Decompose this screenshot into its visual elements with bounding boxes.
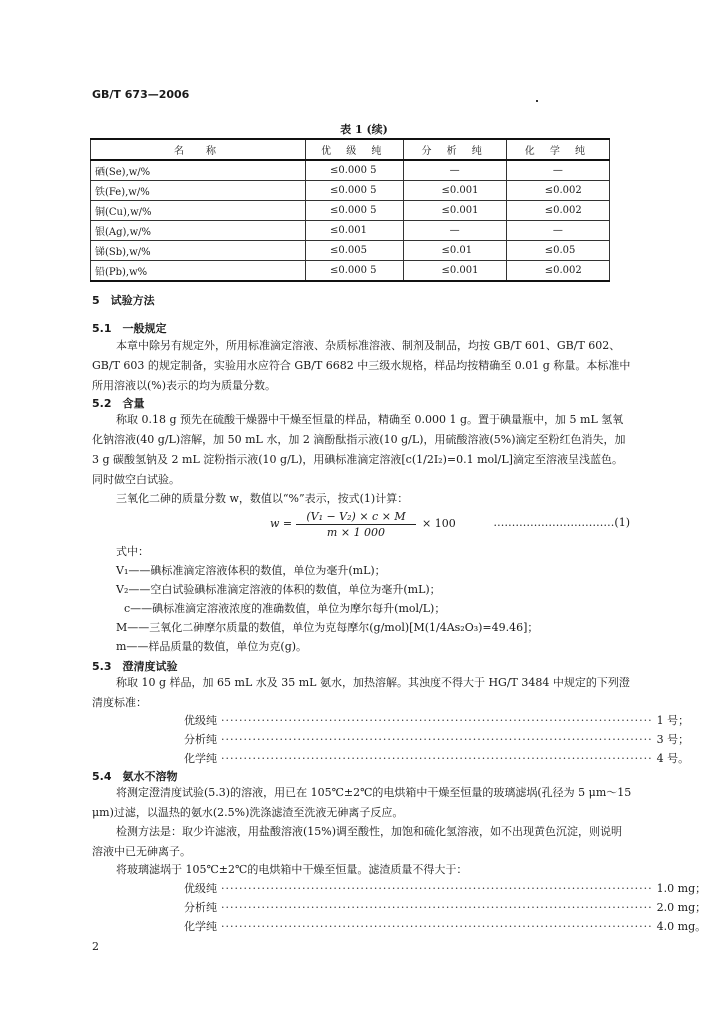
table-cell: ≤0.000 5: [306, 181, 404, 201]
dot-leader: ································································································: [221, 882, 653, 895]
table-cell: 硒(Se),w/%: [91, 160, 306, 181]
section-5-4-text-1: 将测定澄清度试验(5.3)的溶液，用已在 105℃±2℃的电烘箱中干燥至恒量的玻璃滤埚(孔径为 5 μm～15 μm)过滤，以温热的氨水(2.5%)洗涤滤渣至洗液无砷离子反应。: [92, 786, 632, 819]
where-label: 式中：: [116, 545, 149, 558]
grade-value: 4 号。: [656, 752, 690, 765]
standard-code: GB/T 673—2006: [92, 88, 190, 101]
table-cell: 铜(Cu),w/%: [91, 201, 306, 221]
calc-intro: 三氧化二砷的质量分数 w，数值以“%”表示，按式(1)计算：: [116, 492, 409, 505]
table-cell: ≤0.05: [506, 241, 609, 261]
table-cell: —: [403, 160, 506, 181]
col-header-gr: 优 级 纯: [306, 139, 404, 160]
grade-value: 4.0 mg。: [656, 920, 707, 933]
formula-fraction: [296, 510, 416, 539]
page-number: 2: [92, 940, 99, 953]
formula-numerator: (V₁ − V₂) × c × M: [296, 510, 416, 525]
variable-def: m——样品质量的数值，单位为克(g)。: [116, 640, 308, 653]
table-row: [91, 181, 610, 201]
table-cell: —: [506, 221, 609, 241]
formula-lhs: w =: [270, 517, 293, 530]
scan-speck: [536, 100, 538, 102]
grade-label: 优级纯: [184, 714, 217, 727]
grade-label: 化学纯: [184, 752, 217, 765]
table-cell: ≤0.002: [506, 261, 609, 282]
grade-label: 优级纯: [184, 882, 217, 895]
dot-leader: ································································································: [221, 901, 653, 914]
col-header-ar: 分 析 纯: [403, 139, 506, 160]
section-5-4-text-3: 将玻璃滤埚于 105℃±2℃的电烘箱中干燥至恒量。滤渣质量不得大于：: [116, 863, 468, 876]
section-5-3-text: 称取 10 g 样品，加 65 mL 水及 35 mL 氨水，加热溶解。其浊度不得大于 HG/T 3484 中规定的下列澄清度标准：: [92, 676, 630, 709]
table-row: [91, 160, 610, 181]
section-5-1-heading: 5.1 一般规定: [92, 322, 167, 335]
section-5-4-heading: 5.4 氨水不溶物: [92, 770, 178, 783]
grade-label: 分析纯: [184, 733, 217, 746]
table-cell: ≤0.001: [306, 221, 404, 241]
table-cell: ≤0.002: [506, 201, 609, 221]
table-cell: ≤0.001: [403, 201, 506, 221]
grade-label: 化学纯: [184, 920, 217, 933]
table-cell: ≤0.000 5: [306, 201, 404, 221]
clarity-grade-row: [184, 750, 690, 766]
clarity-grade-row: [184, 712, 690, 728]
table-cell: 铁(Fe),w/%: [91, 181, 306, 201]
table-cell: ≤0.005: [306, 241, 404, 261]
table-cell: 锑(Sb),w/%: [91, 241, 306, 261]
grade-label: 分析纯: [184, 901, 217, 914]
grade-value: 1.0 mg；: [656, 882, 707, 895]
formula-1: [270, 510, 470, 538]
table-header-row: [91, 139, 610, 160]
dot-leader: ································································································: [221, 733, 653, 746]
residue-grade-row: [184, 918, 707, 934]
table-cell: ≤0.002: [506, 181, 609, 201]
grade-value: 3 号；: [656, 733, 690, 746]
table-cell: ≤0.000 5: [306, 261, 404, 282]
col-header-name: 名 称: [91, 139, 306, 160]
section-5-2-text: 称取 0.18 g 预先在硫酸干燥器中干燥至恒量的样品，精确至 0.000 1 g。置于碘量瓶中，加 5 mL 氢氧化钠溶液(40 g/L)溶解，加 50 mL 水，加 2 滴酚酞指示液(10 g/L)，用硫酸溶液(5%)滴定至粉红色消失，加 3 g 碳酸氢钠及 2 mL 淀粉指示液(10 g/L)，用碘标准滴定溶液[c(1/2I₂)=0.1 mol/L]滴定至溶液呈浅蓝色。同时做空白试验。: [92, 413, 626, 486]
table-cell: —: [403, 221, 506, 241]
table-cell: 银(Ag),w/%: [91, 221, 306, 241]
table-cell: ≤0.001: [403, 261, 506, 282]
col-header-cp: 化 学 纯: [506, 139, 609, 160]
variable-def: c——碘标准滴定溶液浓度的准确数值，单位为摩尔每升(mol/L)；: [124, 602, 446, 615]
equation-number: ……………………………(1): [493, 516, 630, 529]
table-cell: 铅(Pb),w%: [91, 261, 306, 282]
variable-def: V₂——空白试验碘标准滴定溶液的体积的数值，单位为毫升(mL)；: [116, 583, 441, 596]
table-cell: ≤0.001: [403, 181, 506, 201]
section-5-3-heading: 5.3 澄清度试验: [92, 660, 178, 673]
section-5-4-text-2: 检测方法是：取少许滤液，用盐酸溶液(15%)调至酸性，加饱和硫化氢溶液，如不出现黄色沉淀，则说明溶液中已无砷离子。: [92, 825, 623, 858]
section-5-2-heading: 5.2 含量: [92, 397, 145, 410]
formula-multiplier: × 100: [422, 517, 456, 530]
dot-leader: ································································································: [221, 714, 653, 727]
table-cell: ≤0.01: [403, 241, 506, 261]
section-5-heading: 5 试验方法: [92, 294, 155, 307]
residue-grade-row: [184, 880, 707, 896]
dot-leader: ································································································: [221, 920, 653, 933]
table-title: 表 1 (续): [340, 123, 388, 136]
table-row: [91, 241, 610, 261]
residue-grade-row: [184, 899, 707, 915]
dot-leader: ································································································: [221, 752, 653, 765]
grade-value: 2.0 mg；: [656, 901, 707, 914]
table-row: [91, 261, 610, 282]
table-row: [91, 221, 610, 241]
variable-def: M——三氧化二砷摩尔质量的数值，单位为克每摩尔(g/mol)[M(1/4As₂O₃)=49.46]；: [116, 621, 539, 634]
grade-value: 1 号；: [656, 714, 690, 727]
spec-table: [90, 138, 610, 282]
table-row: [91, 201, 610, 221]
table-cell: —: [506, 160, 609, 181]
section-5-1-text: 本章中除另有规定外，所用标准滴定溶液、杂质标准溶液、制剂及制品，均按 GB/T 601、GB/T 602、GB/T 603 的规定制备，实验用水应符合 GB/T 6682 中三级水规格，样品均按精确至 0.01 g 称量。本标准中所用溶液以(%)表示的均为质量分数。: [92, 339, 631, 392]
clarity-grade-row: [184, 731, 690, 747]
table-cell: ≤0.000 5: [306, 160, 404, 181]
formula-denominator: m × 1 000: [326, 526, 386, 539]
variable-def: V₁——碘标准滴定溶液体积的数值，单位为毫升(mL)；: [116, 564, 386, 577]
